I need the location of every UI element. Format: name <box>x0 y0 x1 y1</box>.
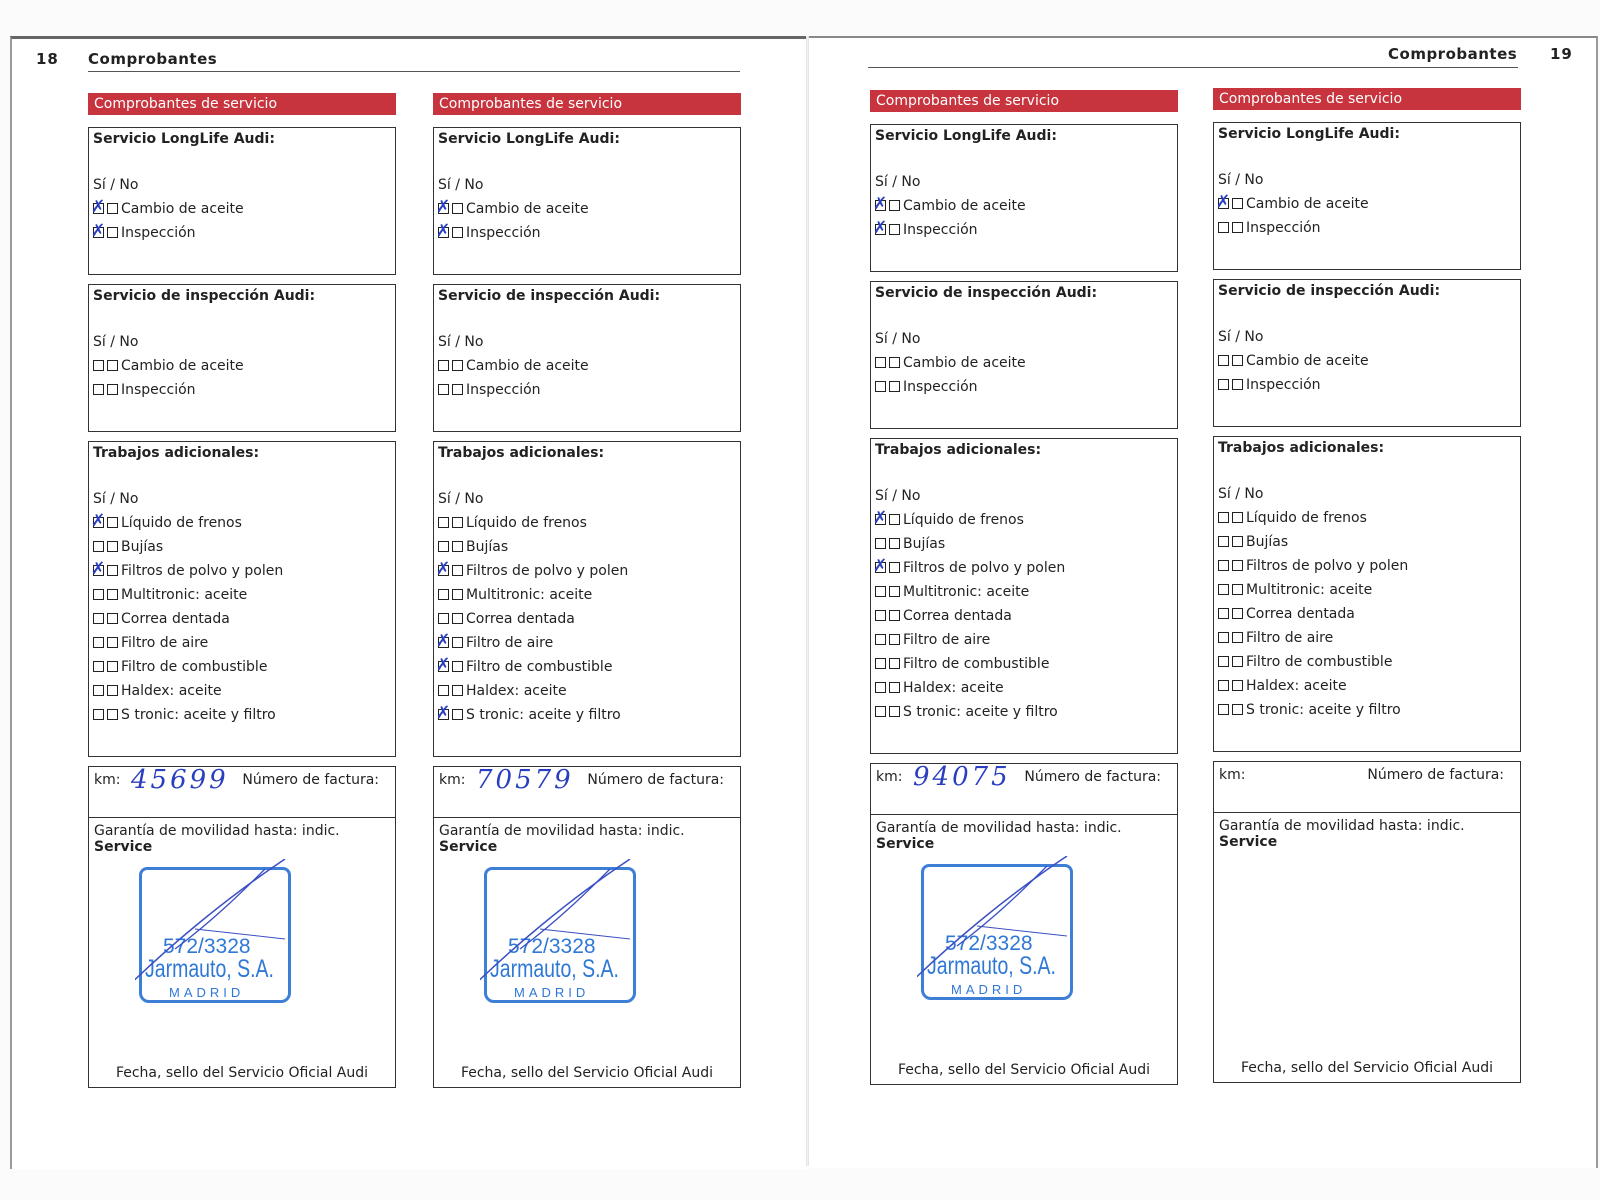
km-row <box>1214 762 1520 813</box>
checkbox-no[interactable] <box>889 538 900 549</box>
invoice-label: Número de factura: <box>587 772 724 788</box>
signature-strokes <box>135 859 325 1019</box>
checkbox-no[interactable] <box>452 360 463 371</box>
header-rule-right <box>868 67 1518 68</box>
stamp-city: MADRID <box>951 982 1027 997</box>
item-label: Cambio de aceite <box>121 201 244 217</box>
checkbox-si[interactable] <box>438 541 449 552</box>
longlife-title: Servicio LongLife Audi: <box>875 128 1057 144</box>
additional-work-title: Trabajos adicionales: <box>93 445 260 461</box>
km-value[interactable]: 70579 <box>476 765 574 795</box>
checkbox-no[interactable] <box>1232 536 1243 547</box>
item-label: Líquido de frenos <box>121 515 242 531</box>
item-label: Bujías <box>121 539 164 555</box>
longlife-box <box>870 124 1178 272</box>
signature-strokes <box>480 859 670 1019</box>
voucher-header: Comprobantes de servicio <box>870 90 1178 112</box>
si-no-label: Sí / No <box>1218 172 1264 188</box>
warranty-service: Service <box>439 839 498 855</box>
longlife-title: Servicio LongLife Audi: <box>1218 126 1400 142</box>
checkbox-no[interactable] <box>889 610 900 621</box>
checkbox-si[interactable] <box>1218 704 1229 715</box>
item-label: Bujías <box>1246 534 1289 550</box>
checkbox-si[interactable] <box>1218 584 1229 595</box>
checkbox-no[interactable] <box>889 224 900 235</box>
item-label: S tronic: aceite y filtro <box>121 707 276 723</box>
item-label: Inspección <box>121 225 196 241</box>
warranty-label: Garantía de movilidad hasta: indic. <box>876 820 1122 836</box>
service-voucher-2 <box>433 93 741 1088</box>
si-no-label: Sí / No <box>438 334 484 350</box>
checkbox-si[interactable] <box>1218 222 1229 233</box>
checkbox-no[interactable] <box>889 706 900 717</box>
checkbox-si[interactable] <box>438 589 449 600</box>
checkbox-si[interactable] <box>93 709 104 720</box>
checkbox-si[interactable] <box>93 589 104 600</box>
checkbox-si[interactable] <box>438 637 449 648</box>
si-no-label: Sí / No <box>875 331 921 347</box>
page-number-right: 19 <box>1550 45 1573 63</box>
checkbox-si[interactable] <box>93 685 104 696</box>
checkbox-no[interactable] <box>889 381 900 392</box>
item-label: Multitronic: aceite <box>121 587 248 603</box>
checkbox-no[interactable] <box>452 637 463 648</box>
checkbox-no[interactable] <box>107 517 118 528</box>
item-label: Filtro de combustible <box>466 659 613 675</box>
checkbox-si[interactable] <box>875 224 886 235</box>
checkbox-no[interactable] <box>107 541 118 552</box>
checkbox-si[interactable] <box>875 538 886 549</box>
date-seal-label: Fecha, sello del Servicio Oficial Audi <box>897 1062 1151 1078</box>
checkbox-si[interactable] <box>438 517 449 528</box>
si-no-label: Sí / No <box>1218 486 1264 502</box>
km-value[interactable]: 94075 <box>913 762 1011 792</box>
item-label: Cambio de aceite <box>1246 196 1369 212</box>
km-row <box>89 767 395 818</box>
si-no-label: Sí / No <box>93 334 139 350</box>
item-label: Multitronic: aceite <box>1246 582 1373 598</box>
warranty-text <box>89 818 395 860</box>
checkbox-no[interactable] <box>452 203 463 214</box>
item-label: S tronic: aceite y filtro <box>903 704 1058 720</box>
checkbox-si[interactable] <box>875 610 886 621</box>
stamp-name: Jarmauto, S.A. <box>145 955 274 983</box>
checkbox-si[interactable] <box>93 203 104 214</box>
si-no-label: Sí / No <box>875 174 921 190</box>
item-label: Haldex: aceite <box>1246 678 1347 694</box>
km-row <box>871 764 1177 815</box>
checkbox-no[interactable] <box>1232 379 1243 390</box>
voucher-header: Comprobantes de servicio <box>1213 88 1521 110</box>
checkbox-no[interactable] <box>452 384 463 395</box>
longlife-title: Servicio LongLife Audi: <box>438 131 620 147</box>
checkbox-si[interactable] <box>93 517 104 528</box>
km-stamp-box <box>1213 761 1521 1083</box>
checkbox-no[interactable] <box>452 541 463 552</box>
checkbox-no[interactable] <box>889 586 900 597</box>
book-spine <box>806 36 809 1166</box>
checkbox-si[interactable] <box>1218 379 1229 390</box>
stamp-name: Jarmauto, S.A. <box>927 952 1056 980</box>
warranty-service: Service <box>94 839 153 855</box>
checkbox-no[interactable] <box>889 357 900 368</box>
checkbox-no[interactable] <box>107 384 118 395</box>
item-label: Cambio de aceite <box>903 355 1026 371</box>
item-label: Inspección <box>903 222 978 238</box>
item-label: Filtros de polvo y polen <box>1246 558 1409 574</box>
si-no-label: Sí / No <box>93 177 139 193</box>
inspection-box <box>433 284 741 432</box>
stamp-name: Jarmauto, S.A. <box>490 955 619 983</box>
checkbox-si[interactable] <box>875 586 886 597</box>
date-seal-label: Fecha, sello del Servicio Oficial Audi <box>1240 1060 1494 1076</box>
warranty-service: Service <box>876 836 935 852</box>
checkbox-si[interactable] <box>1218 608 1229 619</box>
item-label: Bujías <box>903 536 946 552</box>
checkbox-si[interactable] <box>875 562 886 573</box>
km-label: km: <box>94 772 121 788</box>
km-label: km: <box>439 772 466 788</box>
inspection-box <box>1213 279 1521 427</box>
item-label: Inspección <box>121 382 196 398</box>
checkbox-no[interactable] <box>452 227 463 238</box>
checkbox-si[interactable] <box>438 227 449 238</box>
additional-work-title: Trabajos adicionales: <box>1218 440 1385 456</box>
stamp-number: 572/3328 <box>945 932 1033 955</box>
item-label: Filtro de aire <box>1246 630 1334 646</box>
checkbox-si[interactable] <box>875 706 886 717</box>
checkbox-si[interactable] <box>1218 680 1229 691</box>
checkbox-si[interactable] <box>93 360 104 371</box>
invoice-label: Número de factura: <box>242 772 379 788</box>
checkbox-no[interactable] <box>1232 680 1243 691</box>
km-label: km: <box>876 769 903 785</box>
item-label: Correa dentada <box>1246 606 1355 622</box>
checkbox-no[interactable] <box>452 661 463 672</box>
additional-work-box <box>433 441 741 757</box>
checkbox-no[interactable] <box>889 634 900 645</box>
checkbox-no[interactable] <box>1232 222 1243 233</box>
checkbox-no[interactable] <box>107 637 118 648</box>
checkbox-no[interactable] <box>107 613 118 624</box>
checkbox-no[interactable] <box>452 565 463 576</box>
invoice-label: Número de factura: <box>1024 769 1161 785</box>
item-label: Haldex: aceite <box>903 680 1004 696</box>
checkbox-si[interactable] <box>93 541 104 552</box>
item-label: Líquido de frenos <box>1246 510 1367 526</box>
item-label: Correa dentada <box>903 608 1012 624</box>
stamp-city: MADRID <box>169 985 245 1000</box>
additional-work-title: Trabajos adicionales: <box>438 445 605 461</box>
checkbox-no[interactable] <box>107 709 118 720</box>
signature-strokes <box>917 856 1107 1016</box>
dealer-stamp <box>480 859 650 1009</box>
checkbox-no[interactable] <box>107 565 118 576</box>
header-rule-left <box>88 71 740 72</box>
page-number-left: 18 <box>36 50 59 68</box>
checkbox-si[interactable] <box>875 634 886 645</box>
checkbox-si[interactable] <box>438 613 449 624</box>
si-no-label: Sí / No <box>93 491 139 507</box>
checkbox-si[interactable] <box>875 200 886 211</box>
item-label: Inspección <box>1246 220 1321 236</box>
warranty-text <box>871 815 1177 857</box>
checkbox-si[interactable] <box>1218 632 1229 643</box>
longlife-title: Servicio LongLife Audi: <box>93 131 275 147</box>
checkbox-si[interactable] <box>438 661 449 672</box>
checkbox-si[interactable] <box>1218 560 1229 571</box>
checkbox-no[interactable] <box>1232 560 1243 571</box>
si-no-label: Sí / No <box>438 491 484 507</box>
item-label: Bujías <box>466 539 509 555</box>
stamp-number: 572/3328 <box>163 935 251 958</box>
item-label: Correa dentada <box>121 611 230 627</box>
item-label: Multitronic: aceite <box>903 584 1030 600</box>
checkbox-no[interactable] <box>1232 632 1243 643</box>
warranty-service: Service <box>1219 834 1278 850</box>
additional-work-box <box>88 441 396 757</box>
warranty-label: Garantía de movilidad hasta: indic. <box>1219 818 1465 834</box>
warranty-label: Garantía de movilidad hasta: indic. <box>94 823 340 839</box>
checkbox-no[interactable] <box>107 203 118 214</box>
dealer-stamp <box>135 859 305 1009</box>
item-label: Líquido de frenos <box>903 512 1024 528</box>
checkbox-si[interactable] <box>438 565 449 576</box>
checkbox-no[interactable] <box>452 613 463 624</box>
km-row <box>434 767 740 818</box>
checkbox-si[interactable] <box>438 360 449 371</box>
checkbox-no[interactable] <box>889 682 900 693</box>
inspection-title: Servicio de inspección Audi: <box>438 288 661 304</box>
item-label: Cambio de aceite <box>1246 353 1369 369</box>
si-no-label: Sí / No <box>875 488 921 504</box>
km-stamp-box <box>433 766 741 1088</box>
dealer-stamp <box>917 856 1087 1006</box>
date-seal-label: Fecha, sello del Servicio Oficial Audi <box>115 1065 369 1081</box>
item-label: Filtro de combustible <box>903 656 1050 672</box>
checkbox-si[interactable] <box>93 613 104 624</box>
item-label: Inspección <box>1246 377 1321 393</box>
stamp-number: 572/3328 <box>508 935 596 958</box>
checkbox-no[interactable] <box>452 709 463 720</box>
checkbox-si[interactable] <box>875 357 886 368</box>
page-title-right: Comprobantes <box>1388 45 1518 63</box>
item-label: Cambio de aceite <box>903 198 1026 214</box>
checkbox-si[interactable] <box>438 203 449 214</box>
checkbox-si[interactable] <box>93 637 104 648</box>
item-label: Filtro de aire <box>121 635 209 651</box>
warranty-text <box>1214 813 1520 855</box>
date-seal-label: Fecha, sello del Servicio Oficial Audi <box>460 1065 714 1081</box>
checkbox-si[interactable] <box>1218 198 1229 209</box>
item-label: Filtros de polvo y polen <box>466 563 629 579</box>
item-label: Cambio de aceite <box>121 358 244 374</box>
checkbox-no[interactable] <box>107 685 118 696</box>
warranty-text <box>434 818 740 860</box>
checkbox-no[interactable] <box>1232 584 1243 595</box>
checkbox-si[interactable] <box>93 661 104 672</box>
item-label: Haldex: aceite <box>466 683 567 699</box>
item-label: Multitronic: aceite <box>466 587 593 603</box>
checkbox-no[interactable] <box>1232 656 1243 667</box>
checkbox-si[interactable] <box>1218 536 1229 547</box>
item-label: Líquido de frenos <box>466 515 587 531</box>
item-label: Inspección <box>466 225 541 241</box>
checkbox-si[interactable] <box>93 565 104 576</box>
inspection-title: Servicio de inspección Audi: <box>875 285 1098 301</box>
checkbox-si[interactable] <box>875 381 886 392</box>
longlife-box <box>433 127 741 275</box>
si-no-label: Sí / No <box>1218 329 1264 345</box>
checkbox-si[interactable] <box>1218 355 1229 366</box>
additional-work-box <box>1213 436 1521 752</box>
si-no-label: Sí / No <box>438 177 484 193</box>
checkbox-no[interactable] <box>107 589 118 600</box>
checkbox-si[interactable] <box>875 682 886 693</box>
voucher-header: Comprobantes de servicio <box>433 93 741 115</box>
voucher-header: Comprobantes de servicio <box>88 93 396 115</box>
item-label: Filtros de polvo y polen <box>903 560 1066 576</box>
checkbox-no[interactable] <box>107 661 118 672</box>
checkbox-no[interactable] <box>107 227 118 238</box>
stamp-city: MADRID <box>514 985 590 1000</box>
item-label: Cambio de aceite <box>466 358 589 374</box>
checkbox-no[interactable] <box>452 685 463 696</box>
checkbox-no[interactable] <box>889 658 900 669</box>
additional-work-title: Trabajos adicionales: <box>875 442 1042 458</box>
inspection-title: Servicio de inspección Audi: <box>93 288 316 304</box>
warranty-label: Garantía de movilidad hasta: indic. <box>439 823 685 839</box>
item-label: Inspección <box>903 379 978 395</box>
item-label: S tronic: aceite y filtro <box>1246 702 1401 718</box>
item-label: Filtros de polvo y polen <box>121 563 284 579</box>
longlife-box <box>1213 122 1521 270</box>
checkbox-si[interactable] <box>438 685 449 696</box>
item-label: Filtro de aire <box>466 635 554 651</box>
checkbox-si[interactable] <box>1218 656 1229 667</box>
page-title-left: Comprobantes <box>88 50 218 68</box>
checkbox-no[interactable] <box>1232 608 1243 619</box>
checkbox-si[interactable] <box>93 227 104 238</box>
checkbox-si[interactable] <box>438 384 449 395</box>
checkbox-no[interactable] <box>1232 512 1243 523</box>
checkbox-no[interactable] <box>1232 198 1243 209</box>
checkbox-si[interactable] <box>875 658 886 669</box>
km-value[interactable]: 45699 <box>131 765 229 795</box>
km-label: km: <box>1219 767 1246 783</box>
checkbox-no[interactable] <box>107 360 118 371</box>
km-stamp-box <box>870 763 1178 1085</box>
item-label: Haldex: aceite <box>121 683 222 699</box>
item-label: Filtro de combustible <box>1246 654 1393 670</box>
item-label: Correa dentada <box>466 611 575 627</box>
checkbox-no[interactable] <box>1232 355 1243 366</box>
additional-work-box <box>870 438 1178 754</box>
checkbox-no[interactable] <box>452 589 463 600</box>
item-label: Filtro de aire <box>903 632 991 648</box>
checkbox-si[interactable] <box>438 709 449 720</box>
longlife-box <box>88 127 396 275</box>
checkbox-no[interactable] <box>889 200 900 211</box>
service-voucher-3 <box>870 90 1178 1085</box>
checkbox-no[interactable] <box>452 517 463 528</box>
item-label: Cambio de aceite <box>466 201 589 217</box>
checkbox-si[interactable] <box>1218 512 1229 523</box>
inspection-title: Servicio de inspección Audi: <box>1218 283 1441 299</box>
checkbox-no[interactable] <box>889 562 900 573</box>
item-label: Inspección <box>466 382 541 398</box>
checkbox-no[interactable] <box>1232 704 1243 715</box>
item-label: Filtro de combustible <box>121 659 268 675</box>
service-voucher-4 <box>1213 88 1521 1083</box>
checkbox-no[interactable] <box>889 514 900 525</box>
inspection-box <box>870 281 1178 429</box>
inspection-box <box>88 284 396 432</box>
checkbox-si[interactable] <box>875 514 886 525</box>
checkbox-si[interactable] <box>93 384 104 395</box>
km-stamp-box <box>88 766 396 1088</box>
service-voucher-1 <box>88 93 396 1088</box>
invoice-label: Número de factura: <box>1367 767 1504 783</box>
item-label: S tronic: aceite y filtro <box>466 707 621 723</box>
